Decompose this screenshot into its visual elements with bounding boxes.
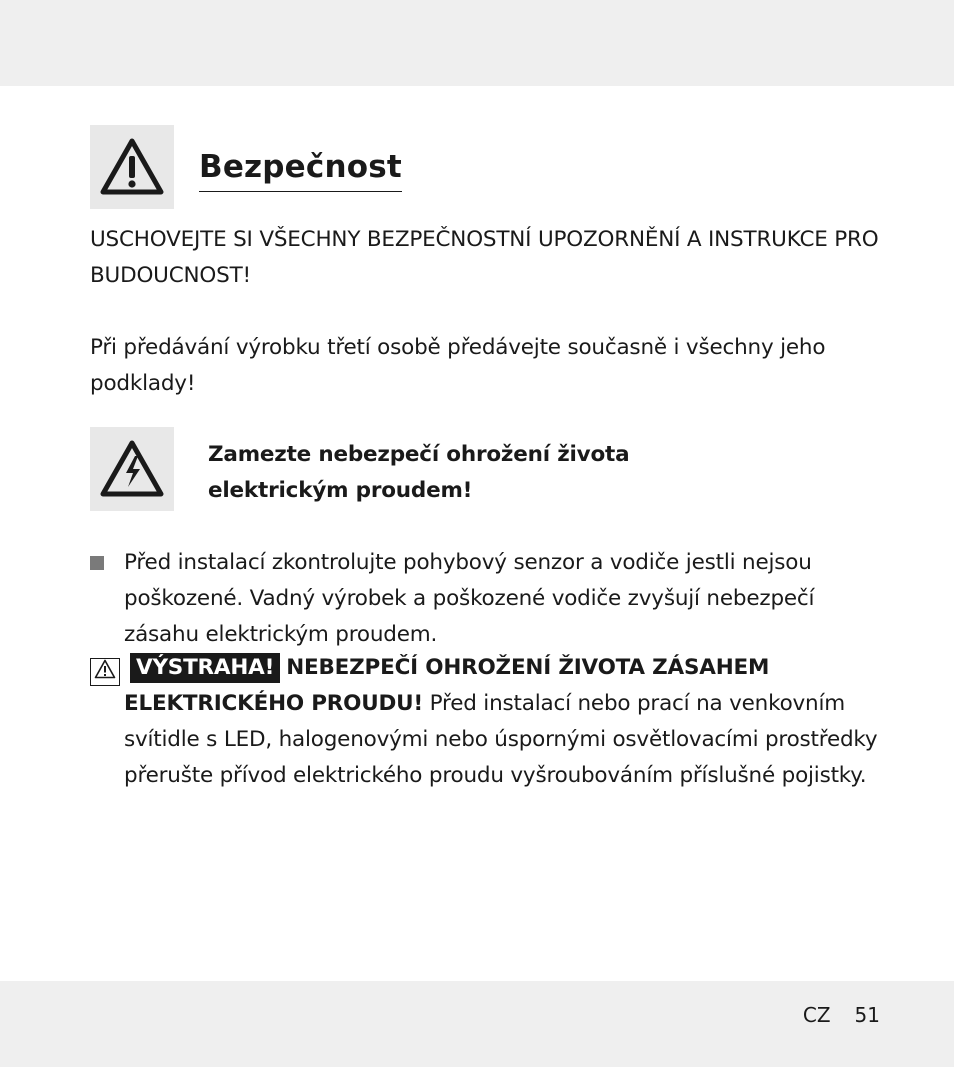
- footer-language: CZ: [802, 1003, 831, 1027]
- page-footer: [803, 1000, 880, 1030]
- electric-shock-icon: [100, 440, 164, 498]
- inspection-bullet-text: Před instalací zkontrolujte pohybový senzor a vodiče jestli nejsou poškozené. Vadný výrobek a poškozené vodiče zvyšují nebezpečí zásahu elektrickým proudem.: [124, 550, 815, 647]
- uppercase-notice: USCHOVEJTE SI VŠECHNY BEZPEČNOSTNÍ UPOZORNĚNÍ A INSTRUKCE PRO BUDOUCNOST!: [90, 227, 879, 288]
- top-margin-band: [0, 0, 954, 86]
- warning-body: [124, 686, 894, 794]
- shock-heading-line-1: Zamezte nebezpečí ohrožení života: [208, 442, 630, 467]
- bullet-square: [90, 556, 104, 570]
- warning-line-1: [90, 650, 890, 686]
- section-title: Bezpečnost: [199, 147, 402, 192]
- warning-text: Před instalací nebo prací na venkovním svítidle s LED, halogenovými nebo úspornými osvětlovacími prostředky přerušte přívod elektrického proudu vyšroubováním příslušné pojistky.: [124, 691, 878, 788]
- warning-bold-line-1: NEBEZPEČÍ OHROŽENÍ ŽIVOTA ZÁSAHEM: [286, 655, 770, 680]
- small-warning-box: [90, 658, 120, 686]
- warning-triangle-icon: [100, 138, 164, 196]
- small-warning-icon: [94, 659, 116, 679]
- shock-warning-heading: [208, 437, 808, 509]
- handover-paragraph: Při předávání výrobku třetí osobě předávejte současně i všechny jeho podklady!: [90, 335, 826, 396]
- footer-page-number: 51: [854, 1003, 880, 1027]
- warning-icon-box: [90, 125, 174, 209]
- shock-heading-line-2: elektrickým proudem!: [208, 478, 473, 503]
- warning-bold-line-2: ELEKTRICKÉHO PROUDU!: [124, 691, 423, 716]
- section-title-wrapper: [199, 147, 402, 192]
- shock-icon-box: [90, 427, 174, 511]
- warning-badge: VÝSTRAHA!: [130, 653, 280, 683]
